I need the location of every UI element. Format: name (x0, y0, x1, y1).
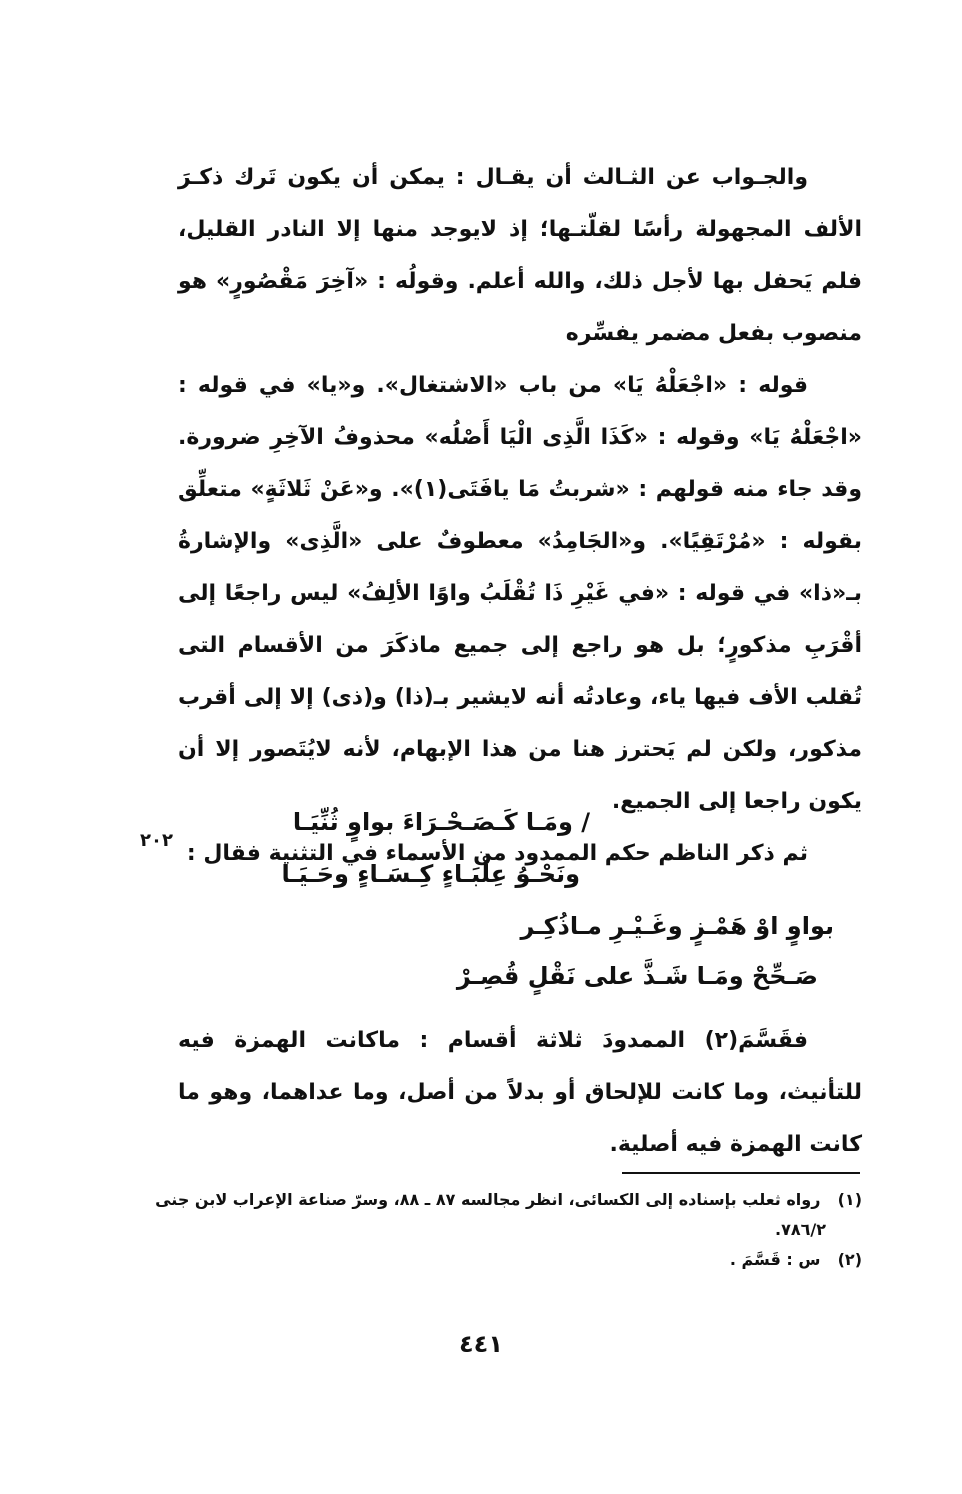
footnote-divider (622, 1172, 860, 1174)
verse-line-1: / ومَـا كَـصَـحْـرَاءَ بواوٍ ثُنِّيَـا (292, 808, 590, 836)
paragraph-answer: والجـواب عن الثـالث أن يقـال : يمكن أن يكون تَرك ذكـرَ الألف المجهولة رأسًا لقلّتـها؛ إذ لايوجد منها إلا النادر القليل، فلم يَحفل بها لأجل ذلك، والله أعلم. وقولُه : «آخِرَ مَقْصُورٍ» هو منصوب بفعل مضمر يفسِّره (178, 165, 862, 346)
paragraph-intro-verse: ثم ذكر الناظم حكم الممدود من الأسماء في التثنية فقال : (186, 841, 808, 866)
footnote-2-number: (٢) (837, 1250, 862, 1269)
footnote-2 (120, 1245, 862, 1275)
verse-line-3: بواوٍ اوْ هَمْـزٍ وغَـيْـرِ مـاذُكِـر (520, 912, 834, 940)
paragraph-commentary: قوله : «اجْعَلْهُ يَا» من باب «الاشتغال». و«يا» في قوله : «اجْعَلْهُ يَا» وقوله : «كَذَا الَّذِى الْيَا أَصْلُه» محذوفُ الآخِرِ ضرورة. وقد جاء منه قولهم : «شربتُ مَا يافَتَى(١)». و«عَنْ ثَلاثَةٍ» متعلِّق بقوله : «مُرْتَقِيًا». و«الجَامِدُ» معطوفٌ على «الَّذِى» والإشارةُ بـ«ذا» في قوله : «في غَيْرِ ذَا تُقْلَبُ واوًا الألِفُ» ليس راجعًا إلى أقْرَبِ مذكورٍ؛ بل هو راجع إلى جميع ماذكَرَ من الأقسام التى تُقلب الأف فيها ياء، وعادتُه أنه لايشير بـ(ذا) و(ذى) إلا إلى أقرب مذكور، ولكن لم يَحترز هنا من هذا الإبهام، لأنه لايُتَصور إلا أن يكون راجعا إلى الجميع. (178, 373, 862, 814)
footnote-1-continuation: ٧٨٦/٢. (775, 1220, 826, 1239)
manuscript-folio-marker: ٢٠٢ (140, 830, 173, 851)
footnote-1-text: رواه ثعلب بإسناده إلى الكسائى، انظر مجالسه ٨٧ ـ ٨٨، وسرّ صناعة الإعراب لابن جنى (155, 1190, 821, 1209)
paragraph-division: فقَسَّمَ(٢) الممدودَ ثلاثة أقسام : ماكانت الهمزة فيه للتأنيث، وما كانت للإلحاق أو بدلاً من أصل، وما عداهما، وهو ما كانت الهمزة فيه أصلية. (178, 1028, 862, 1157)
footnotes (120, 1185, 862, 1275)
footnote-2-text: س : قَسَّمَ . (729, 1250, 821, 1269)
footnote-1 (120, 1185, 862, 1215)
page-number: ٤٤١ (459, 1330, 503, 1358)
footnote-1-number: (١) (837, 1190, 862, 1209)
body-text-top (178, 152, 862, 880)
verse-line-2: ونَحْـوُ عِلْبَـاءٍ كِـسَـاءٍ وحَـيَـا (281, 860, 580, 888)
verse-line-4: صَـحِّحْ ومَـا شَـذَّ على نَقْلٍ قُصِـرْ (456, 962, 818, 990)
body-text-bottom (178, 1015, 862, 1171)
